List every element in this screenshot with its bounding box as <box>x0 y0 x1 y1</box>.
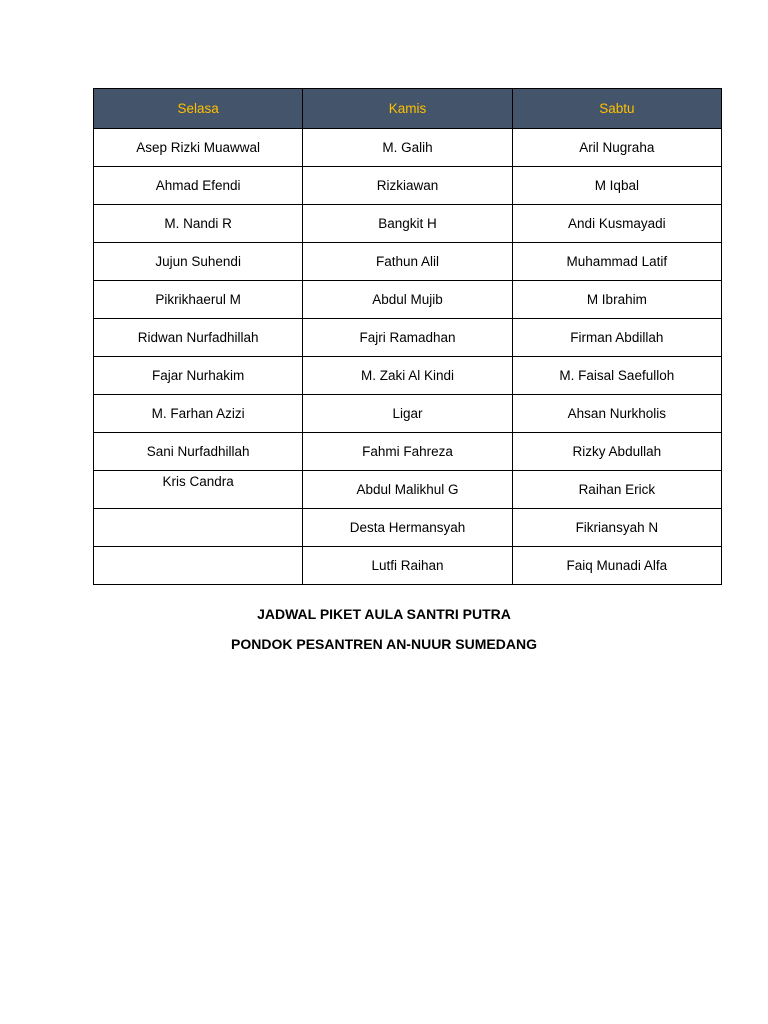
cell-sabtu: Ahsan Nurkholis <box>512 395 721 433</box>
cell-selasa: M. Nandi R <box>94 205 303 243</box>
cell-selasa <box>94 547 303 585</box>
table-row <box>94 357 722 395</box>
cell-selasa: Pikrikhaerul M <box>94 281 303 319</box>
cell-sabtu: Aril Nugraha <box>512 129 721 167</box>
cell-sabtu: Fikriansyah N <box>512 509 721 547</box>
table-row <box>94 205 722 243</box>
table-row <box>94 547 722 585</box>
table-row <box>94 509 722 547</box>
table-row <box>94 319 722 357</box>
cell-sabtu: Rizky Abdullah <box>512 433 721 471</box>
cell-kamis: Fahmi Fahreza <box>303 433 512 471</box>
cell-selasa: Ridwan Nurfadhillah <box>94 319 303 357</box>
cell-kamis: Fajri Ramadhan <box>303 319 512 357</box>
cell-kamis: M. Galih <box>303 129 512 167</box>
cell-kamis: Rizkiawan <box>303 167 512 205</box>
cell-sabtu: Andi Kusmayadi <box>512 205 721 243</box>
header-selasa: Selasa <box>94 89 303 129</box>
cell-sabtu: Muhammad Latif <box>512 243 721 281</box>
table-header <box>94 89 722 129</box>
header-row <box>94 89 722 129</box>
cell-sabtu: M Ibrahim <box>512 281 721 319</box>
table-row <box>94 433 722 471</box>
schedule-table <box>93 88 722 585</box>
cell-kamis: Abdul Malikhul G <box>303 471 512 509</box>
table-row <box>94 471 722 509</box>
caption-title: JADWAL PIKET AULA SANTRI PUTRA <box>257 606 511 622</box>
table-row <box>94 281 722 319</box>
header-kamis: Kamis <box>303 89 512 129</box>
table-row <box>94 395 722 433</box>
table-body <box>94 129 722 585</box>
cell-selasa: Sani Nurfadhillah <box>94 433 303 471</box>
cell-kamis: Fathun Alil <box>303 243 512 281</box>
cell-kamis: Lutfi Raihan <box>303 547 512 585</box>
cell-kamis: Ligar <box>303 395 512 433</box>
cell-sabtu: Raihan Erick <box>512 471 721 509</box>
cell-selasa: Kris Candra <box>94 471 303 509</box>
cell-kamis: M. Zaki Al Kindi <box>303 357 512 395</box>
cell-sabtu: M Iqbal <box>512 167 721 205</box>
cell-selasa <box>94 509 303 547</box>
cell-selasa: Ahmad Efendi <box>94 167 303 205</box>
cell-kamis: Bangkit H <box>303 205 512 243</box>
cell-sabtu: M. Faisal Saefulloh <box>512 357 721 395</box>
table-row <box>94 129 722 167</box>
header-sabtu: Sabtu <box>512 89 721 129</box>
caption-subtitle: PONDOK PESANTREN AN-NUUR SUMEDANG <box>231 636 537 652</box>
cell-selasa: M. Farhan Azizi <box>94 395 303 433</box>
table-row <box>94 167 722 205</box>
cell-sabtu: Firman Abdillah <box>512 319 721 357</box>
cell-sabtu: Faiq Munadi Alfa <box>512 547 721 585</box>
cell-selasa: Fajar Nurhakim <box>94 357 303 395</box>
cell-selasa: Jujun Suhendi <box>94 243 303 281</box>
cell-selasa: Asep Rizki Muawwal <box>94 129 303 167</box>
table-row <box>94 243 722 281</box>
cell-kamis: Desta Hermansyah <box>303 509 512 547</box>
cell-kamis: Abdul Mujib <box>303 281 512 319</box>
